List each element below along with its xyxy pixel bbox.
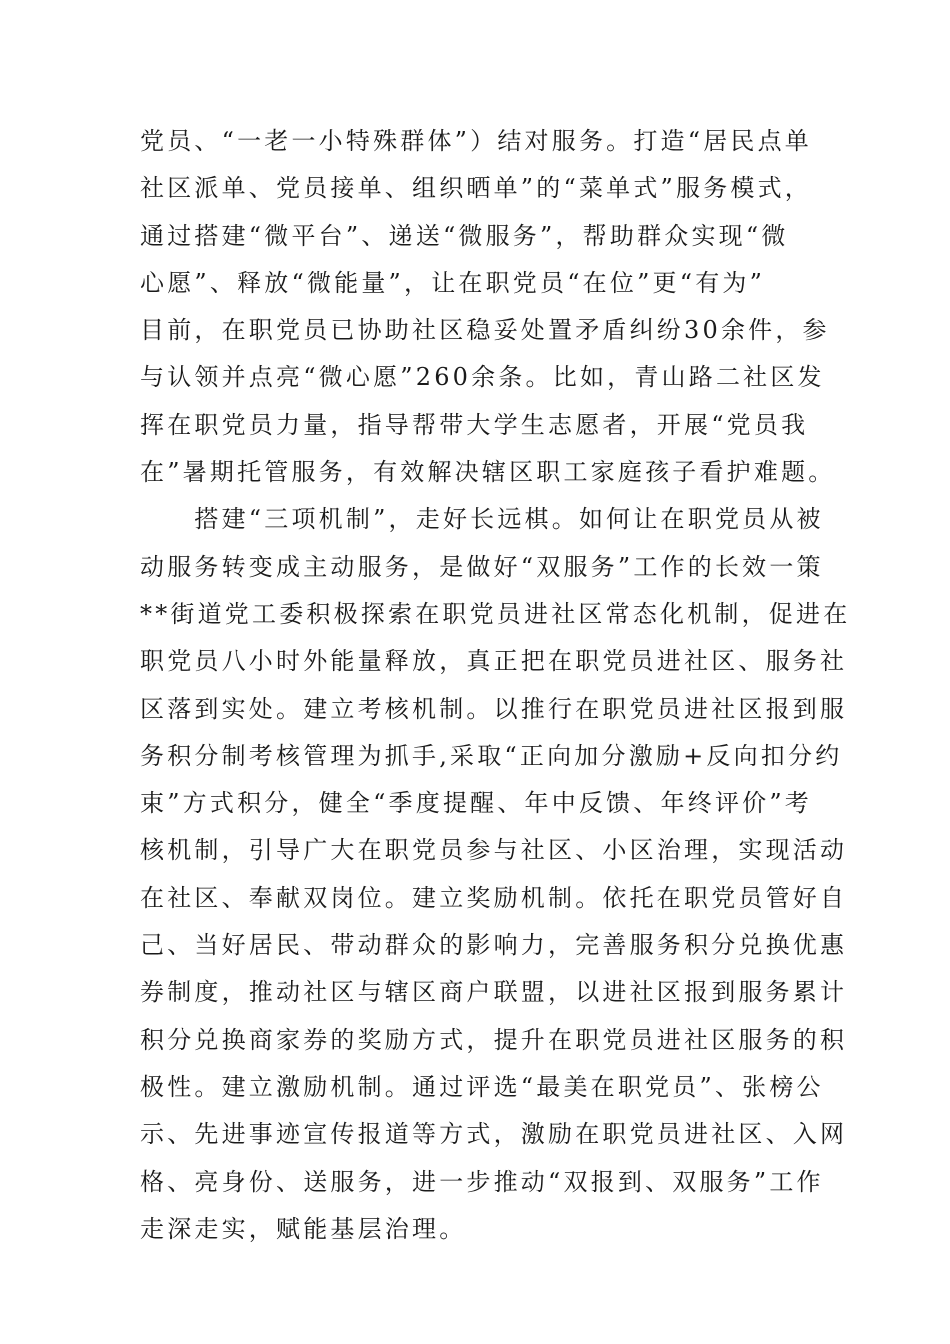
text-line: 目前，在职党员已协助社区稳妥处置矛盾纠纷30余件，参 [140, 316, 830, 345]
text-line: 动服务转变成主动服务，是做好“双服务”工作的长效一策 [140, 552, 824, 581]
text-line: 心愿”、释放“微能量”，让在职党员“在位”更“有为” [140, 268, 766, 297]
text-line: 党员、“一老一小特殊群体”）结对服务。打造“居民点单 [140, 127, 813, 155]
text-line: 社区派单、党员接单、组织晒单”的“菜单式”服务模式， [140, 174, 813, 203]
text-line: 己、当好居民、带动群众的影响力，完善服务积分兑换优惠 [140, 931, 848, 960]
text-line: 挥在职党员力量，指导帮带大学生志愿者，开展“党员我 [140, 410, 809, 439]
text-line: 格、亮身份、送服务，进一步推动“双报到、双服务”工作 [140, 1167, 824, 1196]
text-line: 在社区、奉献双岗位。建立奖励机制。依托在职党员管好自 [140, 883, 848, 912]
text-line: 核机制，引导广大在职党员参与社区、小区治理，实现活动 [140, 836, 848, 865]
text-line: 券制度，推动社区与辖区商户联盟，以进社区报到服务累计 [140, 978, 848, 1007]
text-line: 极性。建立激励机制。通过评选“最美在职党员”、张榜公 [140, 1072, 824, 1101]
text-line: 区落到实处。建立考核机制。以推行在职党员进社区报到服 [140, 694, 848, 723]
text-line: 在”暑期托管服务，有效解决辖区职工家庭孩子看护难题。 [140, 458, 836, 487]
text-line: 职党员八小时外能量释放，真正把在职党员进社区、服务社 [140, 647, 848, 676]
text-line: 示、先进事迹宣传报道等方式，激励在职党员进社区、入网 [140, 1120, 848, 1149]
text-line: 通过搭建“微平台”、递送“微服务”，帮助群众实现“微 [140, 221, 789, 250]
text-line: 束”方式积分，健全“季度提醒、年中反馈、年终评价”考 [140, 789, 813, 818]
text-line: 务积分制考核管理为抓手,采取“正向加分激励+反向扣分约 [140, 741, 843, 770]
text-line: 走深走实，赋能基层治理。 [140, 1214, 467, 1243]
body-text [140, 118, 851, 1253]
paragraph-start-line: 搭建“三项机制”，走好长远棋。如何让在职党员从被 [140, 505, 824, 534]
text-line: 与认领并点亮“微心愿”260余条。比如，青山路二社区发 [140, 363, 825, 392]
text-line: **街道党工委积极探索在职党员进社区常态化机制，促进在 [140, 599, 851, 628]
text-line: 积分兑换商家券的奖励方式，提升在职党员进社区服务的积 [140, 1025, 848, 1054]
